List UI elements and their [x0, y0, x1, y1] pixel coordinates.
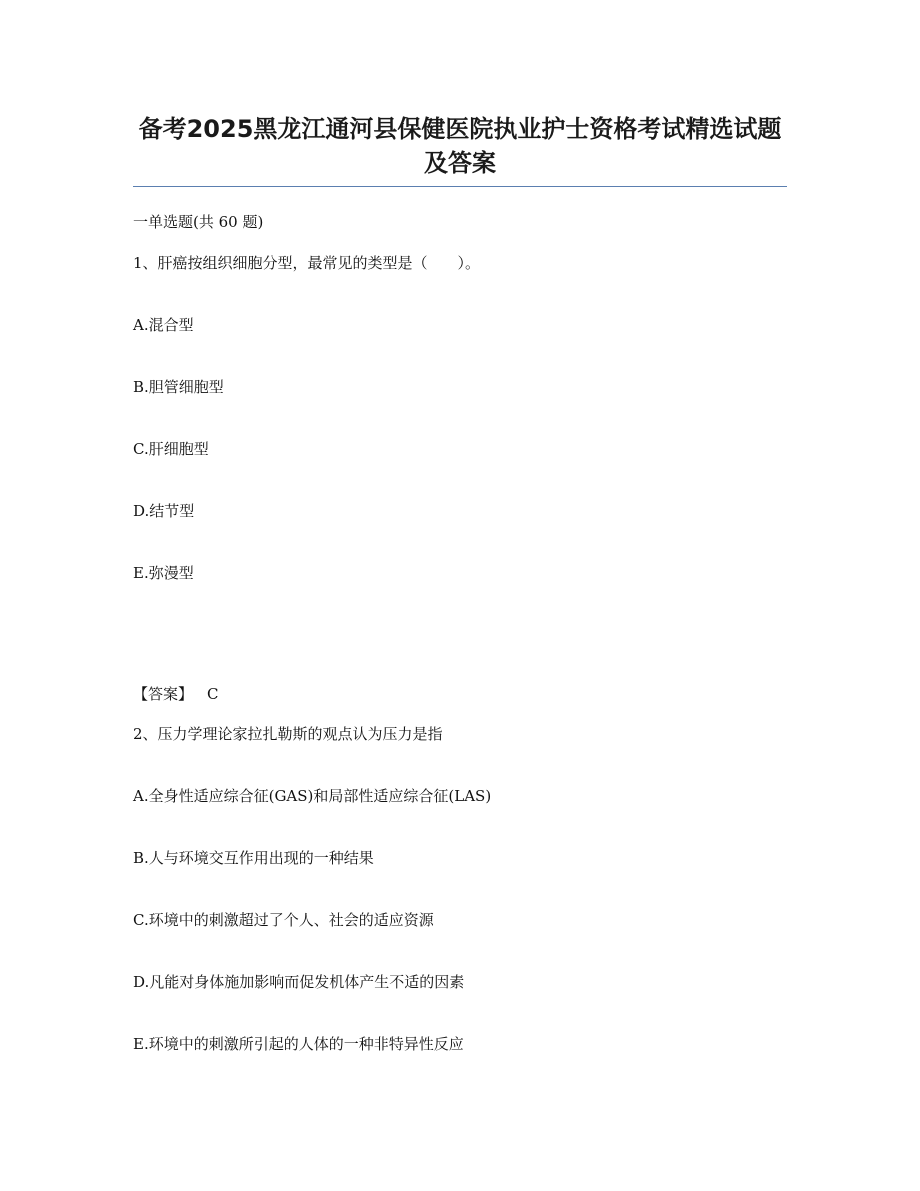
question-1-option-b: B.胆管细胞型 — [133, 378, 224, 396]
question-1-stem: 1、肝癌按组织细胞分型，最常见的类型是（ ）。 — [133, 254, 481, 272]
answer-value: C — [207, 685, 219, 703]
question-2-option-e: E.环境中的刺激所引起的人体的一种非特异性反应 — [133, 1035, 464, 1053]
document-title: 备考2025黑龙江通河县保健医院执业护士资格考试精选试题及答案 — [138, 115, 782, 177]
answer-label: 【答案】 — [133, 685, 194, 703]
title-divider — [133, 186, 787, 187]
question-1-option-c: C.肝细胞型 — [133, 440, 209, 458]
question-1-option-e: E.弥漫型 — [133, 564, 194, 582]
question-1-answer — [133, 684, 219, 704]
question-2-option-c: C.环境中的刺激超过了个人、社会的适应资源 — [133, 911, 434, 929]
question-1-option-d: D.结节型 — [133, 502, 195, 520]
question-2-option-b: B.人与环境交互作用出现的一种结果 — [133, 849, 374, 867]
question-1-option-a: A.混合型 — [133, 316, 194, 334]
question-2-option-a: A.全身性适应综合征(GAS)和局部性适应综合征(LAS) — [133, 787, 492, 805]
question-2-stem: 2、压力学理论家拉扎勒斯的观点认为压力是指 — [133, 725, 443, 743]
section-heading: 一单选题(共 60 题) — [133, 213, 264, 231]
question-2-option-d: D.凡能对身体施加影响而促发机体产生不适的因素 — [133, 973, 465, 991]
